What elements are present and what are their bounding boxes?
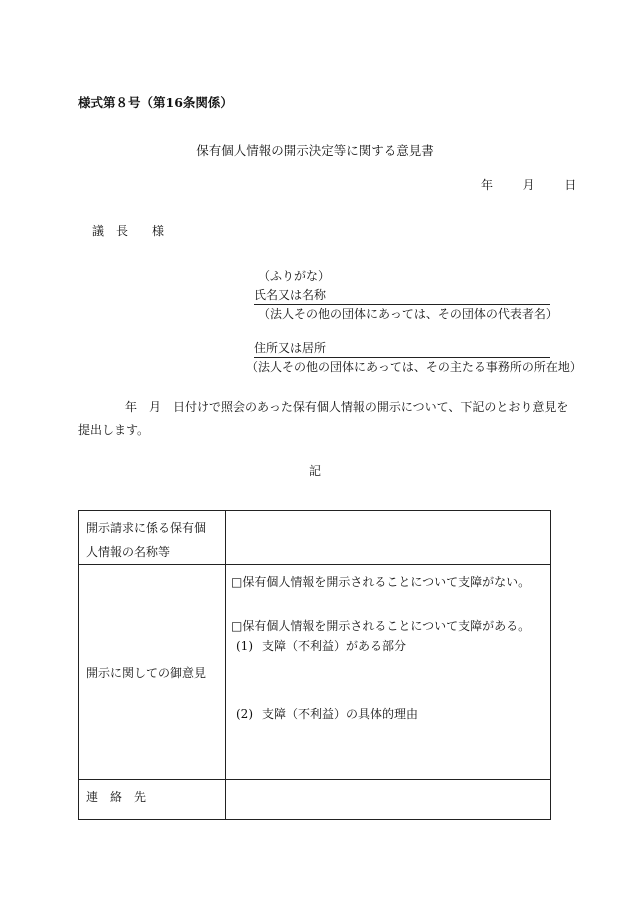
row-label-target-info-line2: 人情報の名称等	[86, 545, 171, 559]
ki-heading: 記	[308, 464, 321, 478]
table-row	[79, 780, 551, 820]
row-label-target-info-line1: 開示請求に係る保有個	[86, 521, 207, 535]
sub-item-1-number: (1)	[236, 639, 253, 653]
name-field[interactable]	[254, 289, 550, 305]
sub-item-1	[236, 637, 406, 654]
addressee: 議 長 様	[92, 224, 165, 238]
sub-item-2-text: 支障（不利益）の具体的理由	[262, 707, 419, 721]
option-issue[interactable]: □保有個人情報を開示されることについて支障がある。	[231, 619, 531, 633]
row-label-opinion: 開示に関しての御意見	[79, 565, 226, 780]
furigana-label: （ふりがな）	[258, 269, 331, 283]
document-title: 保有個人情報の開示決定等に関する意見書	[196, 143, 434, 158]
form-number: 様式第８号（第16条関係）	[78, 95, 233, 110]
body-text-line1: 年 月 日付けで照会のあった保有個人情報の開示について、下記のとおり意見を	[125, 400, 569, 414]
sub-item-1-text: 支障（不利益）がある部分	[262, 639, 407, 653]
opinion-table	[78, 510, 551, 820]
sub-item-2-number: (2)	[236, 707, 253, 721]
date-month: 月	[522, 178, 535, 192]
address-label: 住所又は居所	[254, 341, 327, 355]
opinion-cell[interactable]	[226, 565, 551, 780]
date-year: 年	[481, 178, 494, 192]
target-info-cell[interactable]	[226, 511, 551, 565]
address-field[interactable]	[254, 342, 550, 358]
date-day: 日	[564, 178, 577, 192]
option-no-issue[interactable]: □保有個人情報を開示されることについて支障がない。	[231, 575, 531, 589]
contact-cell[interactable]	[226, 780, 551, 820]
date-line	[481, 178, 576, 192]
table-row	[79, 565, 551, 780]
body-text-line2: 提出します。	[78, 423, 150, 437]
table-row	[79, 511, 551, 565]
row-label-contact: 連 絡 先	[79, 780, 226, 820]
address-note: （法人その他の団体にあっては、その主たる事務所の所在地）	[246, 360, 582, 374]
sub-item-2	[236, 705, 418, 722]
name-label: 氏名又は名称	[254, 288, 327, 302]
name-note: （法人その他の団体にあっては、その団体の代表者名）	[258, 307, 558, 321]
row-label-target-info	[79, 511, 226, 565]
